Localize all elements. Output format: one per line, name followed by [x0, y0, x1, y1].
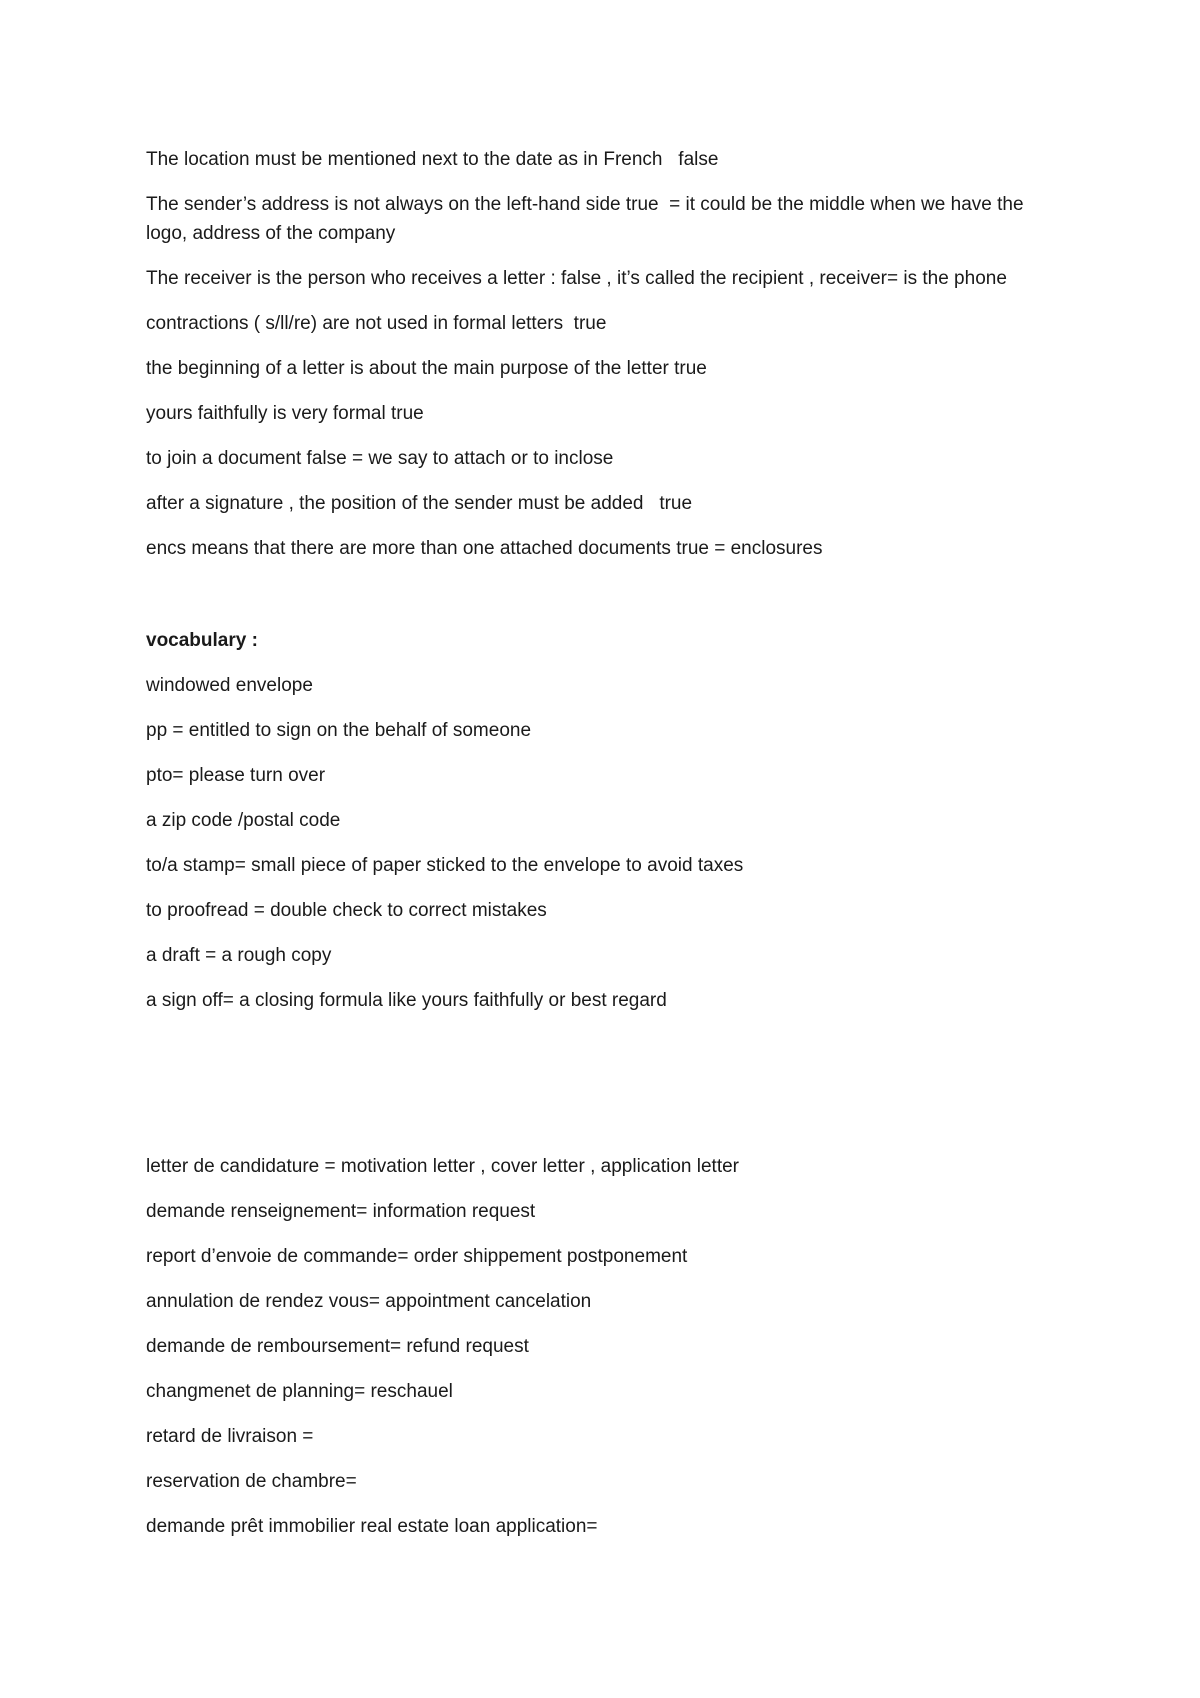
letter-type-line: reservation de chambre= — [146, 1471, 357, 1492]
vocabulary-section — [146, 626, 1066, 1015]
statement-line: yours faithfully is very formal true — [146, 403, 424, 424]
statement-line: encs means that there are more than one attached documents true = enclosures — [146, 538, 823, 559]
letter-type-line: retard de livraison = — [146, 1426, 314, 1447]
vocabulary-line: a draft = a rough copy — [146, 945, 332, 966]
statement-line: The location must be mentioned next to the date as in French false — [146, 149, 719, 170]
vocabulary-line: a sign off= a closing formula like yours faithfully or best regard — [146, 990, 667, 1011]
vocabulary-heading: vocabulary : — [146, 630, 258, 651]
statement-line: contractions ( s/ll/re) are not used in formal letters true — [146, 313, 607, 334]
vocabulary-line: to/a stamp= small piece of paper sticked to the envelope to avoid taxes — [146, 855, 744, 876]
letter-type-line: demande prêt immobilier real estate loan application= — [146, 1516, 598, 1537]
vocabulary-line: pp = entitled to sign on the behalf of someone — [146, 720, 532, 741]
blank-spacer — [146, 1031, 1066, 1152]
true-false-section — [146, 145, 1066, 563]
letter-type-line: changmenet de planning= reschauel — [146, 1381, 453, 1402]
statement-line: after a signature , the position of the sender must be added true — [146, 493, 693, 514]
letter-type-line: letter de candidature = motivation letter , cover letter , application letter — [146, 1156, 740, 1177]
document-body — [146, 145, 1066, 1557]
letter-type-line: demande de remboursement= refund request — [146, 1336, 529, 1357]
blank-spacer — [146, 579, 1066, 626]
statement-line: the beginning of a letter is about the main purpose of the letter true — [146, 358, 707, 379]
vocabulary-line: a zip code /postal code — [146, 810, 341, 831]
statement-line: to join a document false = we say to attach or to inclose — [146, 448, 614, 469]
vocabulary-line: to proofread = double check to correct mistakes — [146, 900, 547, 921]
statement-line: The sender’s address is not always on the left-hand side true = it could be the middle when we have the logo, address of the company — [146, 194, 1029, 244]
letter-types-section — [146, 1152, 1066, 1541]
vocabulary-line: pto= please turn over — [146, 765, 326, 786]
vocabulary-line: windowed envelope — [146, 675, 313, 696]
statement-line: The receiver is the person who receives a letter : false , it’s called the recipient , receiver= is the phone — [146, 268, 1007, 289]
letter-type-line: demande renseignement= information request — [146, 1201, 536, 1222]
letter-type-line: report d’envoie de commande= order shippement postponement — [146, 1246, 688, 1267]
letter-type-line: annulation de rendez vous= appointment cancelation — [146, 1291, 592, 1312]
